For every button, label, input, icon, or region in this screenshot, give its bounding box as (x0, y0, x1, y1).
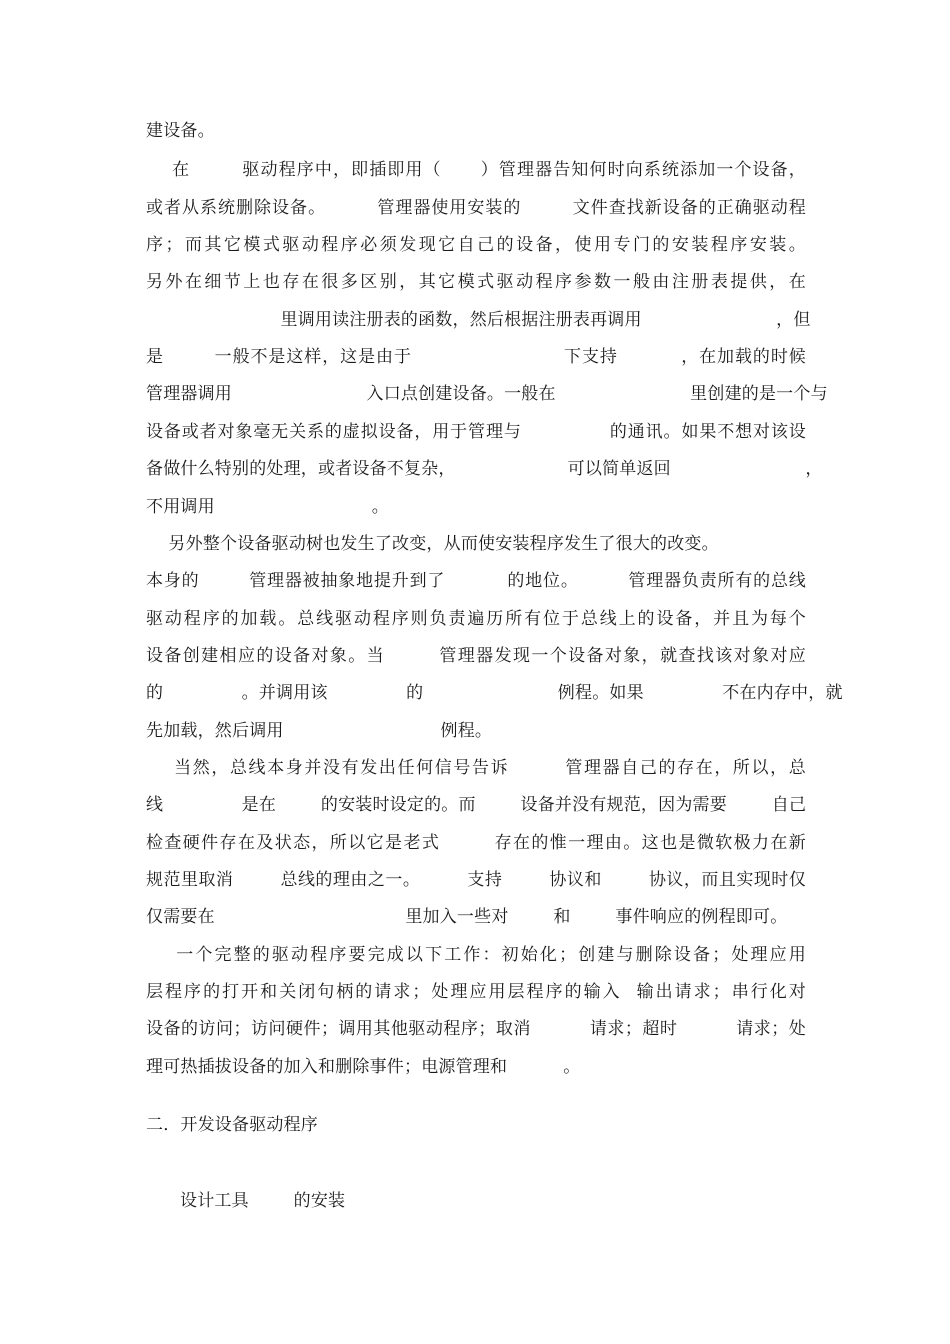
section-heading: 二．开发设备驱动程序 (146, 1115, 318, 1135)
text-line: 在 驱动程序中，即插即用（ ）管理器告知何时向系统添加一个设备， (146, 160, 806, 180)
text-line: 本身的 管理器被抽象地提升到了 的地位。 管理器负责所有的总线 (146, 571, 806, 591)
text-line: 设备创建相应的设备对象。当 管理器发现一个设备对象，就查找该对象对应 (146, 646, 806, 666)
text-line: 不用调用 。 (146, 497, 389, 517)
text-line: 线 是在 的安装时设定的。而 设备并没有规范，因为需要 自己 (146, 795, 807, 815)
text-line: 建设备。 (146, 121, 215, 141)
text-line: 先加载，然后调用 例程。 (146, 721, 493, 741)
text-line: 当然，总线本身并没有发出任何信号告诉 管理器自己的存在，所以，总 (146, 758, 806, 778)
text-line: 里调用读注册表的函数，然后根据注册表再调用 ，但 (146, 310, 811, 330)
text-line: 规范里取消 总线的理由之一。 支持 协议和 协议，而且实现时仅 (146, 870, 806, 890)
text-line: 序；而其它模式驱动程序必须发现它自己的设备，使用专门的安装程序安装。 (146, 235, 806, 255)
text-line: 层程序的打开和关闭句柄的请求；处理应用层程序的输入 输出请求；串行化对 (146, 982, 806, 1002)
text-line: 的 。并调用该 的 例程。如果 不在内存中，就 (146, 683, 843, 703)
text-line: 一个完整的驱动程序要完成以下工作：初始化；创建与删除设备；处理应用 (146, 945, 806, 965)
text-line: 另外在细节上也存在很多区别，其它模式驱动程序参数一般由注册表提供，在 (146, 272, 806, 292)
text-line: 设备的访问；访问硬件；调用其他驱动程序；取消 请求；超时 请求；处 (146, 1019, 806, 1039)
text-line: 是 一般不是这样，这是由于 下支持 ，在加载的时候 (146, 347, 806, 367)
text-line: 备做什么特别的处理，或者设备不复杂， 可以简单返回 ， (146, 459, 823, 479)
text-line: 理可热插拔设备的加入和删除事件；电源管理和 。 (146, 1057, 581, 1077)
text-line: 仅需要在 里加入一些对 和 事件响应的例程即可。 (146, 907, 788, 927)
subsection-heading: 设计工具 的安装 (180, 1191, 346, 1211)
text-line: 设备或者对象毫无关系的虚拟设备，用于管理与 的通讯。如果不想对该设 (146, 422, 806, 442)
text-line: 或者从系统删除设备。 管理器使用安装的 文件查找新设备的正确驱动程 (146, 198, 806, 218)
text-line: 检查硬件存在及状态，所以它是老式 存在的惟一理由。这也是微软极力在新 (146, 833, 806, 853)
text-line: 另外整个设备驱动树也发生了改变，从而使安装程序发生了很大的改变。 (146, 534, 719, 554)
text-line: 驱动程序的加载。总线驱动程序则负责遍历所有位于总线上的设备，并且为每个 (146, 609, 806, 629)
text-line: 管理器调用 入口点创建设备。一般在 里创建的是一个与 (146, 384, 828, 404)
